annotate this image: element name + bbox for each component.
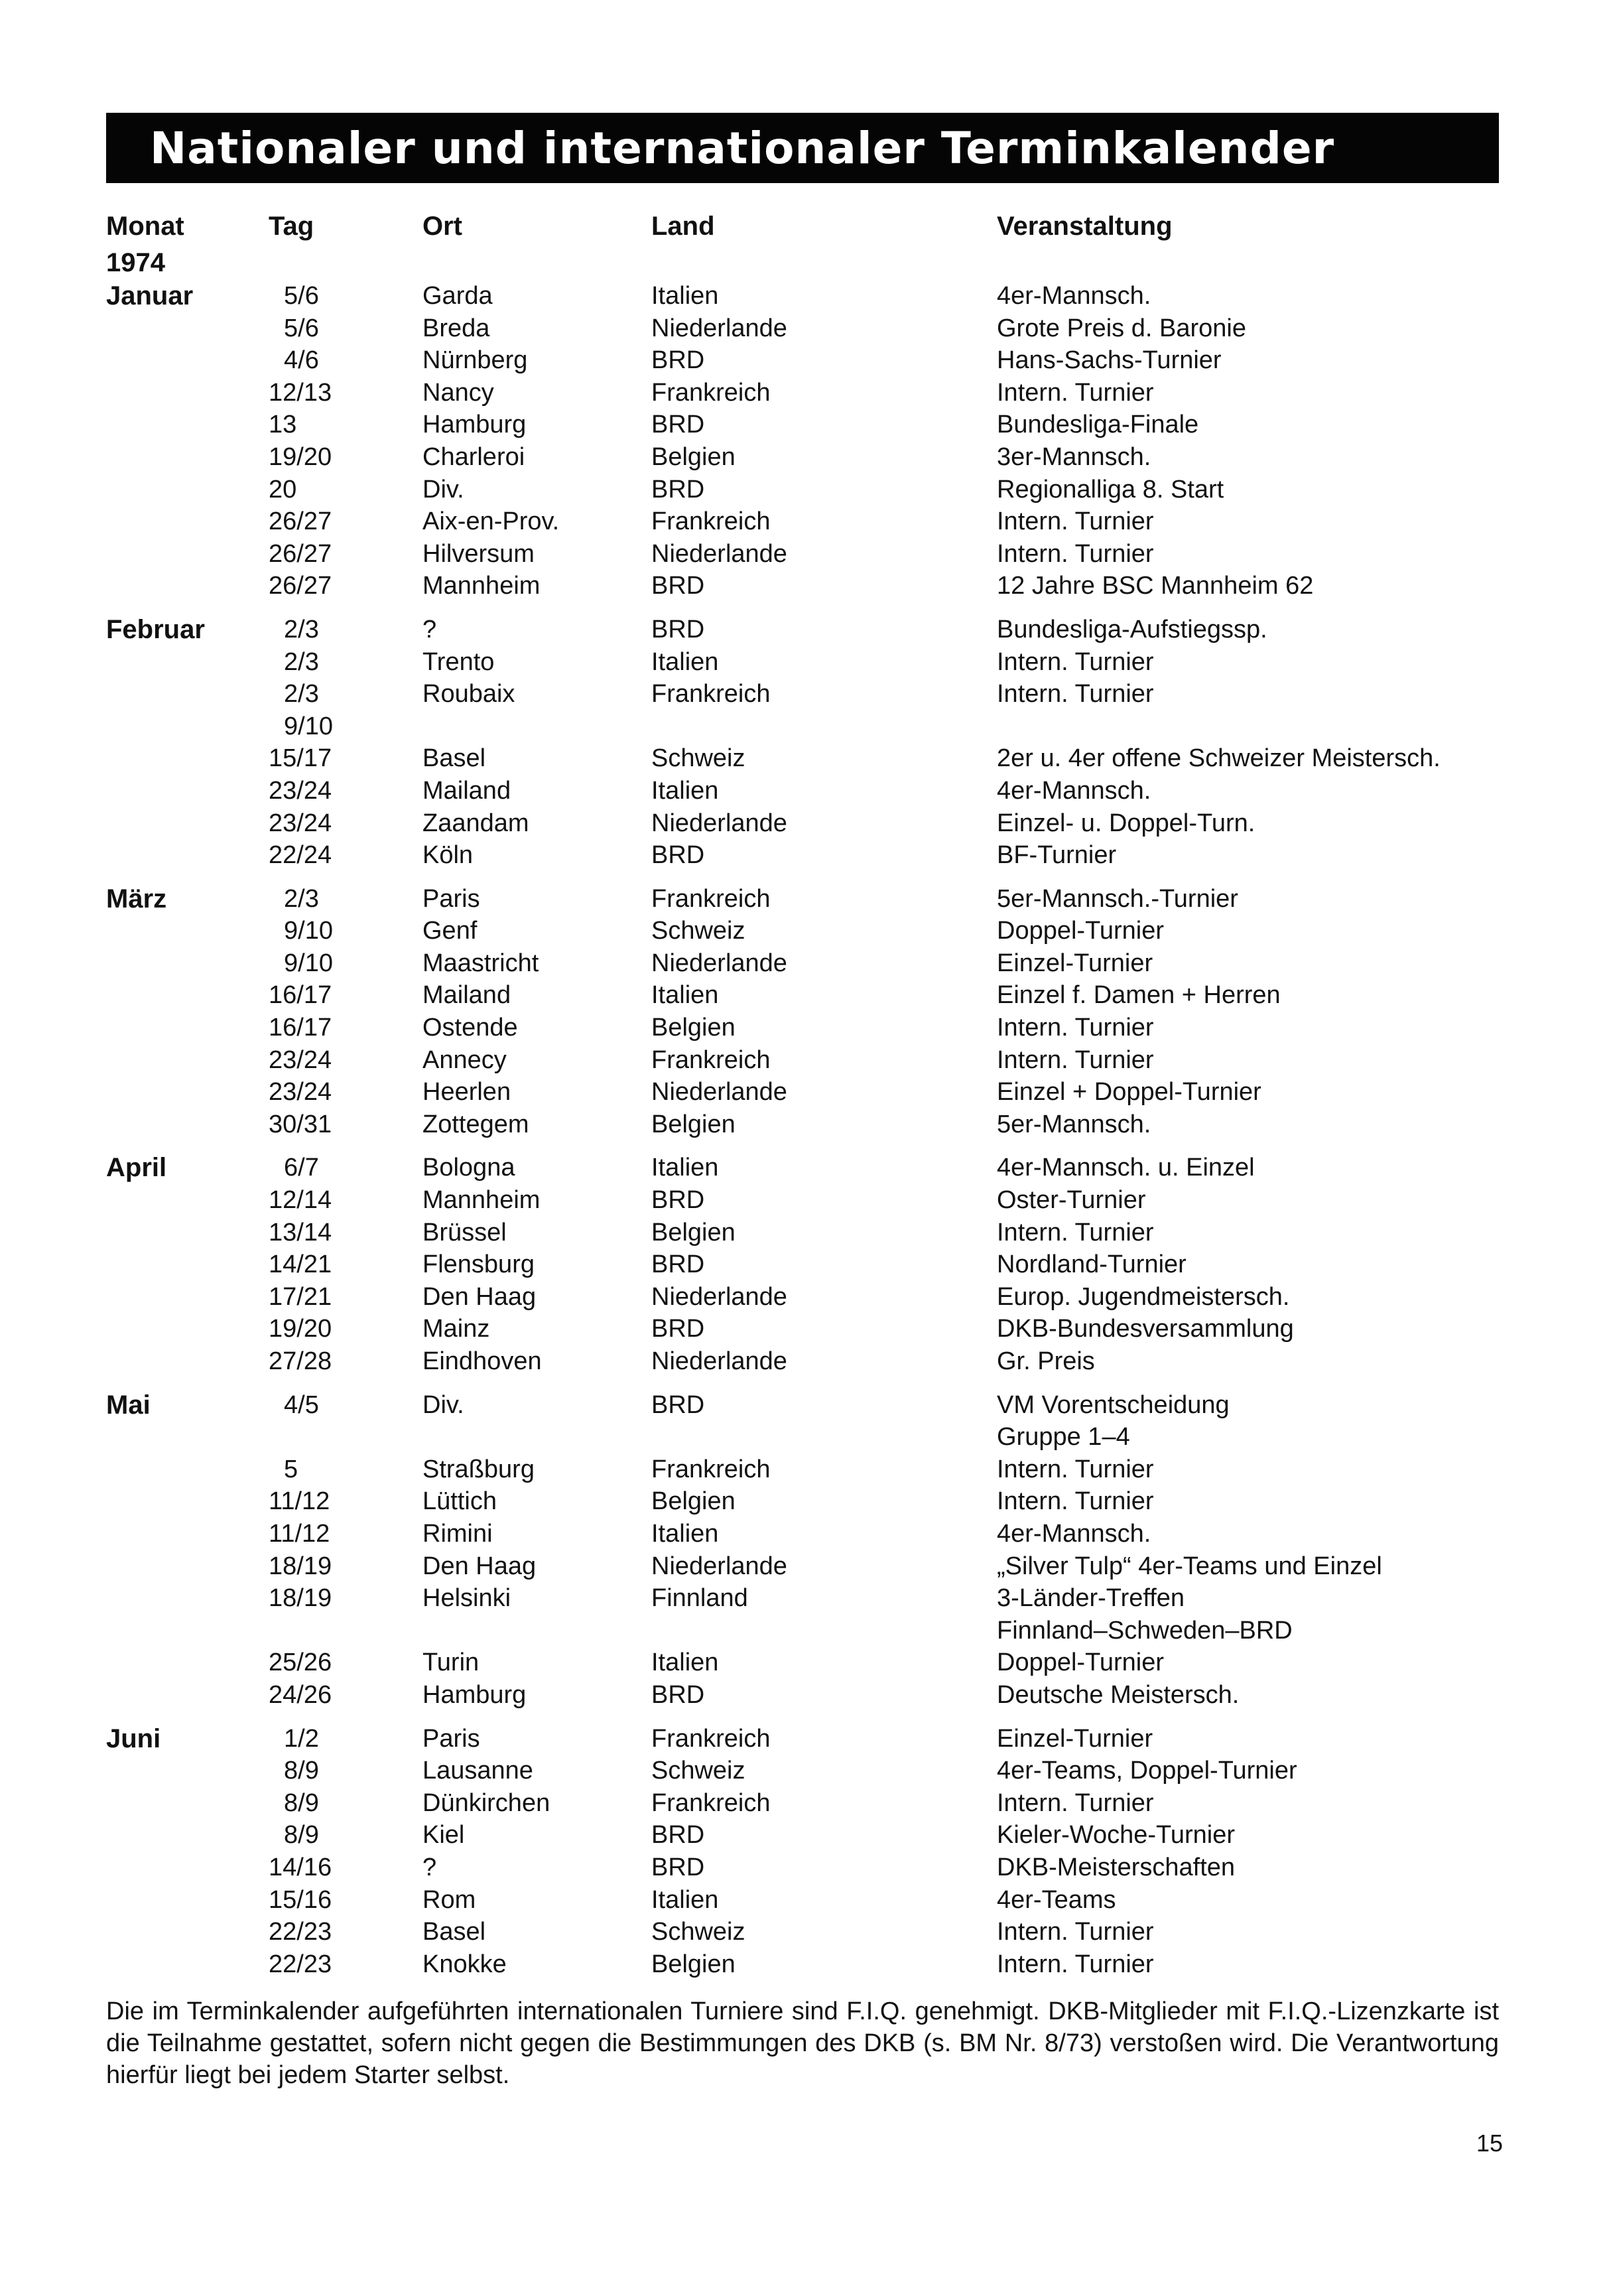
cell-ort: Köln bbox=[422, 841, 474, 870]
cell-tag: 18/19 bbox=[269, 1584, 332, 1613]
cell-veranstaltung: Einzel-Turnier bbox=[997, 949, 1153, 977]
cell-ort: Nancy bbox=[422, 378, 494, 407]
table-row bbox=[106, 506, 1525, 538]
table-row bbox=[106, 441, 1525, 474]
cell-veranstaltung: Intern. Turnier bbox=[997, 1046, 1154, 1074]
cell-ort: Brüssel bbox=[422, 1218, 507, 1247]
cell-land: Schweiz bbox=[651, 744, 745, 773]
cell-tag: 6/7 bbox=[284, 1154, 319, 1182]
cell-tag: 9/10 bbox=[284, 949, 333, 977]
year-label: 1974 bbox=[106, 248, 165, 277]
cell-ort: Annecy bbox=[422, 1046, 507, 1074]
cell-ort: Zaandam bbox=[422, 809, 529, 837]
cell-land: Italien bbox=[651, 981, 719, 1010]
cell-land: Italien bbox=[651, 1885, 719, 1914]
cell-ort: Hamburg bbox=[422, 1680, 527, 1709]
cell-ort: Roubaix bbox=[422, 680, 515, 709]
cell-veranstaltung: Finnland–Schweden–BRD bbox=[997, 1616, 1293, 1645]
cell-tag: 24/26 bbox=[269, 1680, 332, 1709]
cell-veranstaltung: 4er-Mannsch. bbox=[997, 776, 1151, 805]
cell-ort: Breda bbox=[422, 314, 490, 342]
cell-tag: 12/14 bbox=[269, 1186, 332, 1215]
cell-veranstaltung: 4er-Teams bbox=[997, 1885, 1116, 1914]
cell-land: Belgien bbox=[651, 1218, 736, 1247]
cell-ort: ? bbox=[422, 615, 437, 643]
cell-veranstaltung: DKB-Meisterschaften bbox=[997, 1853, 1236, 1881]
cell-ort: Paris bbox=[422, 1724, 480, 1753]
table-row bbox=[106, 1485, 1525, 1518]
cell-veranstaltung: BF-Turnier bbox=[997, 841, 1117, 870]
cell-land: Belgien bbox=[651, 1014, 736, 1042]
cell-land: Schweiz bbox=[651, 917, 745, 945]
cell-land: Italien bbox=[651, 647, 719, 676]
cell-tag: 8/9 bbox=[284, 1757, 319, 1785]
cell-ort: Lüttich bbox=[422, 1487, 497, 1516]
cell-land: Frankreich bbox=[651, 1724, 771, 1753]
month-spacer bbox=[106, 1712, 1525, 1723]
table-row bbox=[106, 1755, 1525, 1787]
cell-veranstaltung: Bundesliga-Aufstiegssp. bbox=[997, 615, 1267, 643]
cell-veranstaltung: Intern. Turnier bbox=[997, 378, 1154, 407]
table-row bbox=[106, 1819, 1525, 1852]
cell-tag: 5/6 bbox=[284, 314, 319, 342]
cell-veranstaltung: Nordland-Turnier bbox=[997, 1250, 1187, 1279]
cell-tag: 2/3 bbox=[284, 647, 319, 676]
cell-land: BRD bbox=[651, 346, 705, 375]
cell-tag: 22/24 bbox=[269, 841, 332, 870]
cell-land: BRD bbox=[651, 1250, 705, 1279]
cell-land: BRD bbox=[651, 1186, 705, 1215]
cell-land: BRD bbox=[651, 1390, 705, 1419]
cell-tag: 23/24 bbox=[269, 1046, 332, 1074]
cell-veranstaltung: Intern. Turnier bbox=[997, 507, 1154, 536]
month-label: Februar bbox=[106, 614, 205, 644]
cell-veranstaltung: Regionalliga 8. Start bbox=[997, 475, 1224, 504]
cell-tag: 11/12 bbox=[269, 1519, 330, 1548]
cell-tag: 2/3 bbox=[284, 615, 319, 643]
table-row bbox=[106, 807, 1525, 840]
cell-land: Italien bbox=[651, 1519, 719, 1548]
cell-ort: Den Haag bbox=[422, 1282, 537, 1311]
cell-veranstaltung: Doppel-Turnier bbox=[997, 917, 1165, 945]
cell-tag: 11/12 bbox=[269, 1487, 330, 1516]
cell-land: Niederlande bbox=[651, 809, 787, 837]
cell-land: BRD bbox=[651, 615, 705, 643]
table-row bbox=[106, 409, 1525, 441]
cell-ort: Rimini bbox=[422, 1519, 493, 1548]
cell-ort: Dünkirchen bbox=[422, 1789, 550, 1817]
cell-ort: Basel bbox=[422, 744, 486, 773]
cell-land: BRD bbox=[651, 1853, 705, 1881]
cell-land: Frankreich bbox=[651, 507, 771, 536]
cell-tag: 26/27 bbox=[269, 507, 332, 536]
cell-veranstaltung: DKB-Bundesversammlung bbox=[997, 1315, 1294, 1343]
cell-tag: 2/3 bbox=[284, 680, 319, 709]
cell-veranstaltung: Intern. Turnier bbox=[997, 1950, 1154, 1978]
column-header-ort: Ort bbox=[422, 212, 462, 241]
cell-tag: 23/24 bbox=[269, 1078, 332, 1107]
cell-ort: Mainz bbox=[422, 1315, 490, 1343]
cell-land: Niederlande bbox=[651, 1347, 787, 1375]
table-row bbox=[106, 1076, 1525, 1109]
cell-ort: Eindhoven bbox=[422, 1347, 542, 1375]
cell-land: BRD bbox=[651, 841, 705, 870]
cell-veranstaltung: Europ. Jugendmeistersch. bbox=[997, 1282, 1290, 1311]
cell-tag: 4/6 bbox=[284, 346, 319, 375]
cell-tag: 13/14 bbox=[269, 1218, 332, 1247]
table-row bbox=[106, 1184, 1525, 1217]
cell-ort: Straßburg bbox=[422, 1455, 535, 1483]
cell-land: BRD bbox=[651, 411, 705, 439]
table-row bbox=[106, 1313, 1525, 1345]
cell-land: Niederlande bbox=[651, 1552, 787, 1580]
cell-tag: 19/20 bbox=[269, 442, 332, 471]
cell-tag: 16/17 bbox=[269, 1014, 332, 1042]
cell-veranstaltung: Oster-Turnier bbox=[997, 1186, 1146, 1215]
month-group-juni bbox=[106, 1723, 1525, 1981]
table-row bbox=[106, 1012, 1525, 1044]
cell-ort: Helsinki bbox=[422, 1584, 511, 1613]
cell-veranstaltung: 4er-Mannsch. u. Einzel bbox=[997, 1154, 1255, 1182]
cell-veranstaltung: Kieler-Woche-Turnier bbox=[997, 1821, 1235, 1850]
cell-land: BRD bbox=[651, 1315, 705, 1343]
cell-land: Belgien bbox=[651, 1950, 736, 1978]
cell-veranstaltung: Intern. Turnier bbox=[997, 1918, 1154, 1946]
month-spacer bbox=[106, 602, 1525, 614]
cell-land: Frankreich bbox=[651, 884, 771, 913]
cell-veranstaltung: Grote Preis d. Baronie bbox=[997, 314, 1246, 342]
table-row bbox=[106, 570, 1525, 602]
month-groups bbox=[106, 280, 1525, 1980]
cell-veranstaltung: Doppel-Turnier bbox=[997, 1649, 1165, 1677]
cell-tag: 22/23 bbox=[269, 1918, 332, 1946]
cell-land: Belgien bbox=[651, 442, 736, 471]
table-row bbox=[106, 1281, 1525, 1314]
year-row bbox=[106, 245, 1525, 280]
cell-tag: 15/16 bbox=[269, 1885, 332, 1914]
cell-veranstaltung: 5er-Mannsch. bbox=[997, 1110, 1151, 1138]
cell-tag: 12/13 bbox=[269, 378, 332, 407]
table-row bbox=[106, 1044, 1525, 1077]
cell-ort: Lausanne bbox=[422, 1757, 533, 1785]
cell-land: Finnland bbox=[651, 1584, 748, 1613]
cell-ort: Knokke bbox=[422, 1950, 507, 1978]
column-header-monat: Monat bbox=[106, 212, 184, 241]
cell-ort: Trento bbox=[422, 647, 495, 676]
cell-veranstaltung: Intern. Turnier bbox=[997, 647, 1154, 676]
table-row bbox=[106, 710, 1525, 743]
month-spacer bbox=[106, 872, 1525, 883]
cell-tag: 9/10 bbox=[284, 712, 333, 740]
table-row bbox=[106, 1249, 1525, 1281]
cell-ort: Mailand bbox=[422, 981, 511, 1010]
cell-tag: 8/9 bbox=[284, 1789, 319, 1817]
cell-tag: 8/9 bbox=[284, 1821, 319, 1850]
cell-veranstaltung: Einzel- u. Doppel-Turn. bbox=[997, 809, 1255, 837]
cell-ort: Paris bbox=[422, 884, 480, 913]
cell-land: Frankreich bbox=[651, 1046, 771, 1074]
cell-land: Frankreich bbox=[651, 378, 771, 407]
cell-ort: Den Haag bbox=[422, 1552, 537, 1580]
table-header-row bbox=[106, 207, 1525, 245]
cell-land: Niederlande bbox=[651, 539, 787, 568]
cell-land: Italien bbox=[651, 1649, 719, 1677]
table-row bbox=[106, 775, 1525, 807]
cell-veranstaltung: Intern. Turnier bbox=[997, 1218, 1154, 1247]
table-row bbox=[106, 1389, 1525, 1422]
cell-veranstaltung: Einzel + Doppel-Turnier bbox=[997, 1078, 1261, 1107]
cell-land: Niederlande bbox=[651, 949, 787, 977]
cell-tag: 23/24 bbox=[269, 809, 332, 837]
cell-veranstaltung: 12 Jahre BSC Mannheim 62 bbox=[997, 572, 1314, 600]
column-header-veranstaltung: Veranstaltung bbox=[997, 212, 1173, 241]
calendar-table bbox=[106, 207, 1525, 1980]
month-spacer bbox=[106, 1378, 1525, 1389]
month-group-april bbox=[106, 1152, 1525, 1377]
table-row bbox=[106, 538, 1525, 571]
table-row bbox=[106, 1884, 1525, 1917]
cell-veranstaltung: 4er-Mannsch. bbox=[997, 282, 1151, 310]
cell-land: Schweiz bbox=[651, 1757, 745, 1785]
table-row bbox=[106, 614, 1525, 646]
cell-veranstaltung: Intern. Turnier bbox=[997, 539, 1154, 568]
cell-ort: Mannheim bbox=[422, 572, 541, 600]
cell-tag: 17/21 bbox=[269, 1282, 332, 1311]
cell-land: Niederlande bbox=[651, 1078, 787, 1107]
cell-tag: 19/20 bbox=[269, 1315, 332, 1343]
cell-land: Belgien bbox=[651, 1110, 736, 1138]
table-row bbox=[106, 1453, 1525, 1486]
table-row bbox=[106, 839, 1525, 872]
cell-land: BRD bbox=[651, 475, 705, 504]
cell-veranstaltung: Intern. Turnier bbox=[997, 1455, 1154, 1483]
table-row bbox=[106, 280, 1525, 312]
month-group-februar bbox=[106, 614, 1525, 872]
table-row bbox=[106, 377, 1525, 409]
table-row bbox=[106, 312, 1525, 345]
cell-ort: Mailand bbox=[422, 776, 511, 805]
table-row bbox=[106, 915, 1525, 947]
cell-ort: Rom bbox=[422, 1885, 476, 1914]
cell-tag: 14/21 bbox=[269, 1250, 332, 1279]
cell-ort: Div. bbox=[422, 1390, 464, 1419]
cell-veranstaltung: Intern. Turnier bbox=[997, 1789, 1154, 1817]
cell-tag: 22/23 bbox=[269, 1950, 332, 1978]
cell-veranstaltung: Intern. Turnier bbox=[997, 1487, 1154, 1516]
column-header-land: Land bbox=[651, 212, 715, 241]
cell-tag: 13 bbox=[269, 411, 297, 439]
cell-veranstaltung: Einzel f. Damen + Herren bbox=[997, 981, 1281, 1010]
cell-land: Niederlande bbox=[651, 1282, 787, 1311]
month-label: Juni bbox=[106, 1723, 161, 1753]
cell-land: Frankreich bbox=[651, 1789, 771, 1817]
cell-veranstaltung: Bundesliga-Finale bbox=[997, 411, 1199, 439]
table-row bbox=[106, 678, 1525, 710]
table-row bbox=[106, 883, 1525, 915]
cell-tag: 9/10 bbox=[284, 917, 333, 945]
table-row bbox=[106, 1345, 1525, 1378]
cell-veranstaltung: Gr. Preis bbox=[997, 1347, 1095, 1375]
table-row bbox=[106, 1582, 1525, 1615]
cell-ort: Genf bbox=[422, 917, 478, 945]
page-number: 15 bbox=[1476, 2129, 1504, 2157]
cell-ort: Garda bbox=[422, 282, 493, 310]
cell-veranstaltung: 3-Länder-Treffen bbox=[997, 1584, 1185, 1613]
cell-ort: Mannheim bbox=[422, 1186, 541, 1215]
cell-land: Niederlande bbox=[651, 314, 787, 342]
month-label: Januar bbox=[106, 281, 194, 310]
cell-ort: Bologna bbox=[422, 1154, 515, 1182]
cell-land: Italien bbox=[651, 282, 719, 310]
table-row bbox=[106, 1916, 1525, 1948]
cell-ort: Zottegem bbox=[422, 1110, 529, 1138]
table-row bbox=[106, 1421, 1525, 1453]
page-title: Nationaler und internationaler Terminkalender bbox=[150, 122, 1335, 174]
cell-ort: Div. bbox=[422, 475, 464, 504]
cell-tag: 16/17 bbox=[269, 981, 332, 1010]
cell-tag: 4/5 bbox=[284, 1390, 319, 1419]
cell-land: BRD bbox=[651, 1821, 705, 1850]
cell-ort: Kiel bbox=[422, 1821, 465, 1850]
month-label: Mai bbox=[106, 1390, 151, 1420]
cell-tag: 5/6 bbox=[284, 282, 319, 310]
month-group-märz bbox=[106, 883, 1525, 1141]
table-row bbox=[106, 1948, 1525, 1981]
table-row bbox=[106, 1550, 1525, 1583]
cell-land: Frankreich bbox=[651, 1455, 771, 1483]
cell-land: Belgien bbox=[651, 1487, 736, 1516]
cell-ort: Basel bbox=[422, 1918, 486, 1946]
table-row bbox=[106, 1217, 1525, 1249]
cell-ort: Hilversum bbox=[422, 539, 535, 568]
table-row bbox=[106, 979, 1525, 1012]
footnote: Die im Terminkalender aufgeführten internationalen Turniere sind F.I.Q. genehmigt. DKB-Mitglieder mit F.I.Q.-Lizenzkarte ist die Teilnahme gestattet, sofern nicht gegen die Bestimmungen des DKB (s. BM Nr. 8/73) verstoßen wird. Die Verantwortung hierfür liegt bei jedem Starter selbst. bbox=[106, 1997, 1499, 2089]
cell-ort: Flensburg bbox=[422, 1250, 535, 1279]
cell-veranstaltung: Gruppe 1–4 bbox=[997, 1423, 1130, 1452]
month-group-mai bbox=[106, 1389, 1525, 1712]
cell-veranstaltung: Intern. Turnier bbox=[997, 680, 1154, 709]
cell-tag: 2/3 bbox=[284, 884, 319, 913]
cell-tag: 1/2 bbox=[284, 1724, 319, 1753]
cell-veranstaltung: „Silver Tulp“ 4er-Teams und Einzel bbox=[997, 1552, 1382, 1580]
cell-veranstaltung: 5er-Mannsch.-Turnier bbox=[997, 884, 1238, 913]
table-row bbox=[106, 1679, 1525, 1712]
table-row bbox=[106, 1723, 1525, 1755]
month-spacer bbox=[106, 1140, 1525, 1152]
cell-ort: Aix-en-Prov. bbox=[422, 507, 560, 536]
title-banner bbox=[106, 113, 1499, 183]
cell-land: Frankreich bbox=[651, 680, 771, 709]
cell-tag: 23/24 bbox=[269, 776, 332, 805]
cell-land: Italien bbox=[651, 776, 719, 805]
cell-tag: 15/17 bbox=[269, 744, 332, 773]
cell-tag: 30/31 bbox=[269, 1110, 332, 1138]
table-row bbox=[106, 1615, 1525, 1647]
cell-ort: Heerlen bbox=[422, 1078, 511, 1107]
cell-tag: 27/28 bbox=[269, 1347, 332, 1375]
cell-tag: 26/27 bbox=[269, 539, 332, 568]
cell-ort: Nürnberg bbox=[422, 346, 528, 375]
cell-ort: Maastricht bbox=[422, 949, 539, 977]
cell-tag: 18/19 bbox=[269, 1552, 332, 1580]
cell-ort: ? bbox=[422, 1853, 437, 1881]
table-row bbox=[106, 646, 1525, 679]
table-row bbox=[106, 1787, 1525, 1820]
cell-veranstaltung: Einzel-Turnier bbox=[997, 1724, 1153, 1753]
table-row bbox=[106, 1647, 1525, 1679]
cell-veranstaltung: 4er-Mannsch. bbox=[997, 1519, 1151, 1548]
cell-tag: 26/27 bbox=[269, 572, 332, 600]
cell-ort: Charleroi bbox=[422, 442, 525, 471]
cell-veranstaltung: Intern. Turnier bbox=[997, 1014, 1154, 1042]
cell-veranstaltung: Hans-Sachs-Turnier bbox=[997, 346, 1222, 375]
cell-veranstaltung: 3er-Mannsch. bbox=[997, 442, 1151, 471]
cell-ort: Hamburg bbox=[422, 411, 527, 439]
table-row bbox=[106, 1852, 1525, 1884]
cell-veranstaltung: Deutsche Meistersch. bbox=[997, 1680, 1240, 1709]
table-row bbox=[106, 742, 1525, 775]
cell-veranstaltung: 2er u. 4er offene Schweizer Meistersch. bbox=[997, 744, 1441, 773]
cell-ort: Ostende bbox=[422, 1014, 518, 1042]
month-label: April bbox=[106, 1153, 167, 1183]
cell-tag: 14/16 bbox=[269, 1853, 332, 1881]
table-row bbox=[106, 1109, 1525, 1141]
cell-tag: 5 bbox=[284, 1455, 298, 1483]
table-row bbox=[106, 947, 1525, 980]
cell-ort: Turin bbox=[422, 1649, 480, 1677]
table-row bbox=[106, 1152, 1525, 1184]
cell-land: BRD bbox=[651, 1680, 705, 1709]
cell-land: BRD bbox=[651, 572, 705, 600]
column-header-tag: Tag bbox=[269, 212, 314, 241]
table-row bbox=[106, 344, 1525, 377]
month-group-januar bbox=[106, 280, 1525, 602]
table-row bbox=[106, 474, 1525, 506]
month-label: März bbox=[106, 884, 167, 913]
cell-land: Italien bbox=[651, 1154, 719, 1182]
cell-land: Schweiz bbox=[651, 1918, 745, 1946]
table-row bbox=[106, 1518, 1525, 1550]
cell-tag: 20 bbox=[269, 475, 297, 504]
cell-veranstaltung: VM Vorentscheidung bbox=[997, 1390, 1230, 1419]
cell-veranstaltung: 4er-Teams, Doppel-Turnier bbox=[997, 1757, 1297, 1785]
cell-tag: 25/26 bbox=[269, 1649, 332, 1677]
